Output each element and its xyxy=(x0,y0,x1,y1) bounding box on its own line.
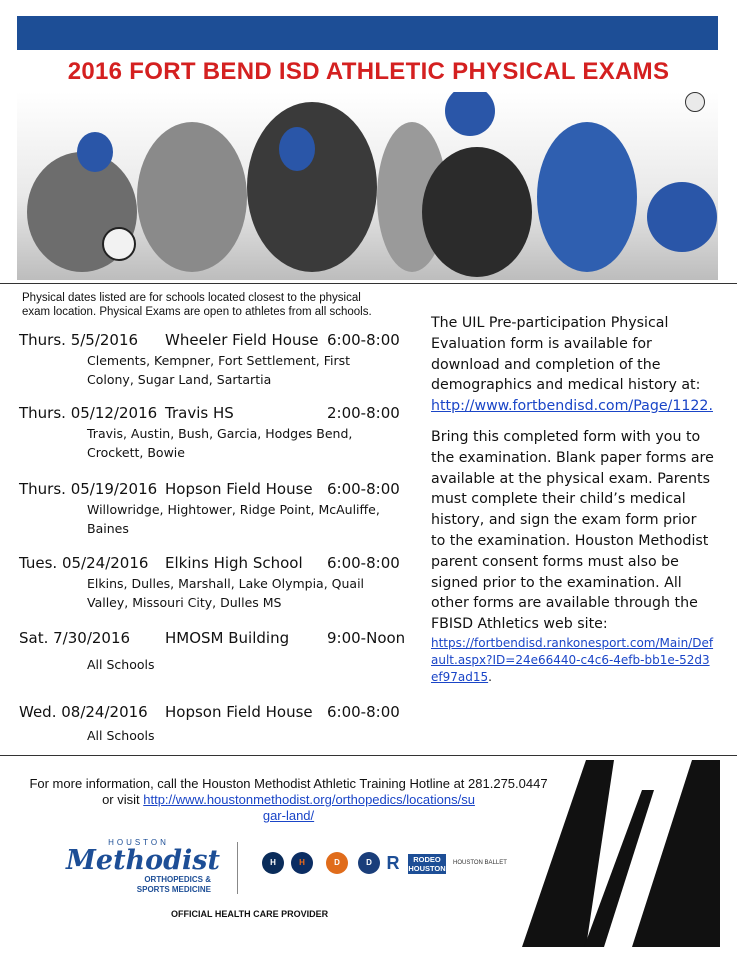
exam-instructions-paragraph: Bring this completed form with you to the examination. Blank paper forms are available at the physical exam. Parents must complete their child’s medical history, and sign the exam form prior to the examination. Houston Methodist parent consent forms must also be signed prior to the examination. All other forms are available through the FBISD Athletics web site: xyxy=(431,428,714,633)
logo-methodist: Methodist xyxy=(66,845,220,876)
top-divider xyxy=(0,283,737,284)
exam-location: Hopson Field House xyxy=(165,703,313,721)
hotline-text: For more information, call the Houston Methodist Athletic Training Hotline at 281.275.0447 xyxy=(29,776,548,791)
exam-date: Thurs. 05/19/2016 xyxy=(19,480,158,498)
school-list: All Schools xyxy=(87,657,155,672)
houston-methodist-logo xyxy=(66,838,220,895)
intro-text: Physical dates listed are for schools located closest to the physical exam location. Physical Exams are open to athletes from all schools. xyxy=(22,292,372,318)
bottom-divider xyxy=(0,755,737,756)
schedule-entry xyxy=(19,331,409,389)
exam-instructions xyxy=(431,427,715,686)
methodist-m-graphic xyxy=(522,760,720,947)
exam-time: 6:00-8:00 xyxy=(327,480,400,498)
astros-logo: H xyxy=(291,852,313,874)
exam-location: Hopson Field House xyxy=(165,480,313,498)
exam-date: Sat. 7/30/2016 xyxy=(19,629,131,647)
fbisd-form-link[interactable]: http://www.fortbendisd.com/Page/1122. xyxy=(431,398,713,415)
exam-date: Thurs. 5/5/2016 xyxy=(19,331,139,349)
exam-time: 9:00-Noon xyxy=(327,629,406,647)
schedule-entry xyxy=(19,480,409,538)
exam-date: Thurs. 05/12/2016 xyxy=(19,404,158,422)
exam-date: Wed. 08/24/2016 xyxy=(19,703,148,721)
uil-form-paragraph: The UIL Pre-participation Physical Evaluation form is available for download and completion of the demographics and medical history at: xyxy=(431,315,701,394)
schedule-entry xyxy=(19,703,409,745)
school-list: Elkins, Dulles, Marshall, Lake Olympia, Quail Valley, Missouri City, Dulles MS xyxy=(87,576,365,610)
logo-ortho-line2: SPORTS MEDICINE xyxy=(136,885,211,894)
rice-logo: R xyxy=(386,853,400,873)
schedule-entry xyxy=(19,404,409,462)
exam-location: Wheeler Field House xyxy=(165,331,319,349)
schedule-entry xyxy=(19,554,409,612)
page-title: 2016 FORT BEND ISD ATHLETIC PHYSICAL EXAMS xyxy=(67,58,670,85)
exam-time: 6:00-8:00 xyxy=(327,554,400,572)
school-list: All Schools xyxy=(87,728,155,743)
school-list: Willowridge, Hightower, Ridge Point, McAuliffe, Baines xyxy=(87,502,380,536)
exam-location: HMOSM Building xyxy=(165,629,290,647)
rodeo-houston-logo: RODEO HOUSTON xyxy=(408,855,446,873)
school-list: Clements, Kempner, Fort Settlement, First Colony, Sugar Land, Sartartia xyxy=(87,353,351,387)
exam-date: Tues. 05/24/2016 xyxy=(19,554,149,572)
link-period: . xyxy=(488,669,492,684)
schedule-entry xyxy=(19,629,409,674)
contact-info xyxy=(0,776,577,824)
form-instructions xyxy=(431,313,715,696)
athletes-hero-image xyxy=(17,92,718,280)
logo-ortho-line1: ORTHOPEDICS & xyxy=(144,875,211,884)
exam-location: Travis HS xyxy=(165,404,234,422)
official-provider-text: OFFICIAL HEALTH CARE PROVIDER xyxy=(171,909,329,919)
exam-time: 6:00-8:00 xyxy=(327,331,400,349)
top-banner-bar xyxy=(17,16,718,50)
rankonesport-link[interactable]: https://fortbendisd.rankonesport.com/Main/Default.aspx?ID=24e66440-c4c6-4efb-bb1e-52d3ef97ad15 xyxy=(431,635,714,684)
visit-prefix: or visit xyxy=(102,792,144,807)
school-list: Travis, Austin, Bush, Garcia, Hodges Bend, Crockett, Bowie xyxy=(87,426,353,460)
logo-houston: HOUSTON xyxy=(108,838,169,847)
exam-location: Elkins High School xyxy=(165,554,303,572)
exam-time: 2:00-8:00 xyxy=(327,404,400,422)
houstonmethodist-link[interactable]: http://www.houstonmethodist.org/orthopedics/locations/sugar-land/ xyxy=(143,792,475,823)
houston-ballet-logo: HOUSTON BALLET xyxy=(453,860,507,866)
exam-time: 6:00-8:00 xyxy=(327,703,400,721)
dynamo-logo: D xyxy=(326,852,348,874)
texans-logo: H xyxy=(262,852,284,874)
visit-line xyxy=(99,792,479,824)
logo-divider xyxy=(237,842,238,894)
uil-form-text xyxy=(431,313,715,417)
dash-logo: D xyxy=(358,852,380,874)
